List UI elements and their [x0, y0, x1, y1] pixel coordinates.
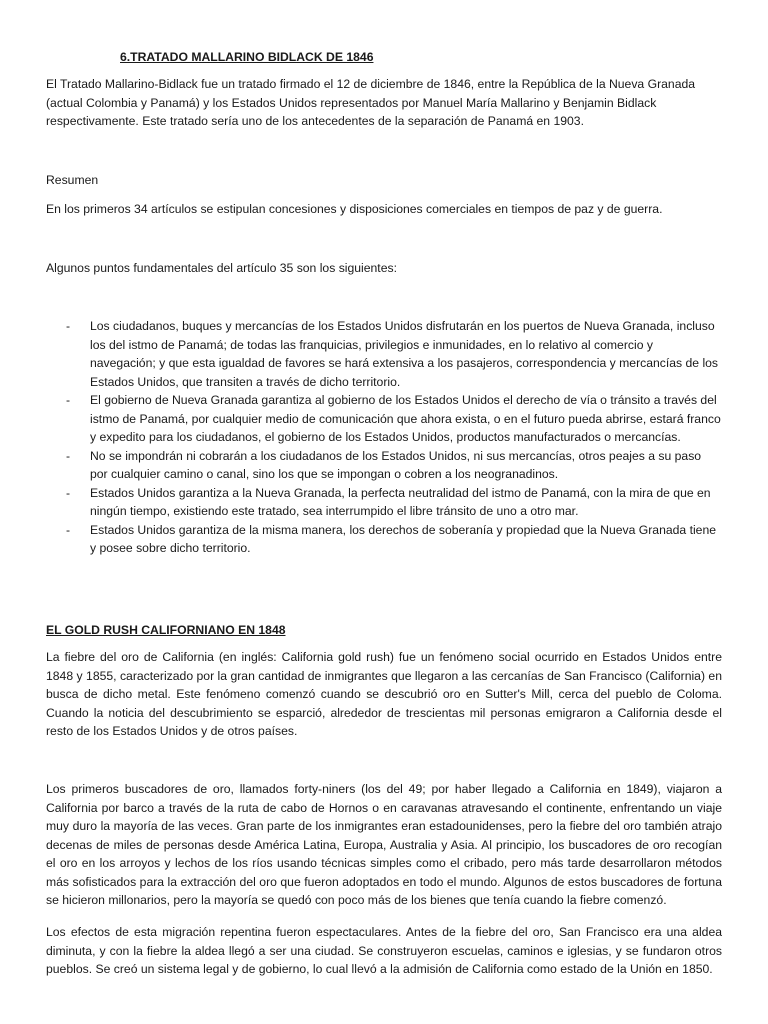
list-item-text: Estados Unidos garantiza a la Nueva Granada, la perfecta neutralidad del istmo de Panamá, con la mira de que en ningún tiempo, existiendo este tratado, sea interrumpido el libre tránsito de uno a otro mar.: [90, 485, 711, 518]
list-item-text: El gobierno de Nueva Granada garantiza al gobierno de los Estados Unidos el derecho de vía o tránsito a través del istmo de Panamá, por cualquier medio de comunicación que ahora exista, o en el futuro pueda abrirse, estará franco y expedito para los ciudadanos, el gobierno de los Estados Unidos, productos manufacturados o mercancías.: [90, 393, 721, 444]
gold-rush-paragraph-2: Los primeros buscadores de oro, llamados forty-niners (los del 49; por haber llegado a California en 1849), viajaron a California por barco a través de la ruta de cabo de Hornos o en caravanas atravesando el continente, enfrentando un viaje muy duro la mayoría de las veces. Gran parte de los inmigrantes eran estadounidenses, pero la fiebre del oro también atrajo decenas de miles de personas desde América Latina, Europa, Australia y Asia. Al principio, los buscadores de oro recogían el oro en los arroyos y lechos de los ríos usando técnicas simples como el cribado, pero más tarde desarrollaron métodos más sofisticados para la extracción del oro que fueron adoptados en todo el mundo. Algunos de estos buscadores de fortuna se hicieron millonarios, pero la mayoría se quedó con poco más de los bienes que tenía cuando la fiebre comenzó.: [46, 782, 722, 907]
article-35-points-list: [46, 317, 722, 558]
list-item: [46, 521, 722, 558]
list-item: [46, 391, 722, 447]
list-item-text: Los ciudadanos, buques y mercancías de los Estados Unidos disfrutarán en los puertos de Nueva Granada, incluso los del istmo de Panamá; de todas las franquicias, privilegios e inmunidades, en lo relativo al comercio y navegación; y que esta igualdad de favores se hará extensiva a los pasajeros, correspondencia y mercancías de los Estados Unidos, que transiten a través de dicho territorio.: [90, 319, 719, 389]
points-intro: Algunos puntos fundamentales del artículo 35 son los siguientes:: [46, 261, 397, 275]
gold-rush-paragraph-1: La fiebre del oro de California (en inglés: California gold rush) fue un fenómeno social ocurrido en Estados Unidos entre 1848 y 1855, caracterizado por la gran cantidad de inmigrantes que llegaron a las cercanías de San Francisco (California) en busca de dicho metal. Este fenómeno comenzó cuando se descubrió oro en Sutter's Mill, cerca del pueblo de Coloma. Cuando la noticia del descubrimiento se esparció, alrededor de trescientas mil personas emigraron a California desde el resto de los Estados Unidos y de otros países.: [46, 650, 722, 738]
list-item: [46, 447, 722, 484]
summary-label: Resumen: [46, 173, 99, 187]
gold-rush-paragraph-3: Los efectos de esta migración repentina fueron espectaculares. Antes de la fiebre del oro, San Francisco era una aldea diminuta, y con la fiebre la aldea llegó a ser una ciudad. Se construyeron escuelas, caminos e iglesias, y se fundaron otros pueblos. Se creó un sistema legal y de gobierno, lo cual llevó a la admisión de California como estado de la Unión en 1850.: [46, 925, 722, 976]
bullet-dash: -: [66, 448, 71, 463]
section-title-tratado: 6.TRATADO MALLARINO BIDLACK DE 1846: [120, 50, 374, 64]
section-title-gold-rush: EL GOLD RUSH CALIFORNIANO EN 1848: [46, 623, 286, 637]
summary-paragraph: En los primeros 34 artículos se estipulan concesiones y disposiciones comerciales en tiempos de paz y de guerra.: [46, 202, 663, 216]
bullet-dash: -: [66, 319, 71, 333]
list-item-text: No se impondrán ni cobrarán a los ciudadanos de los Estados Unidos, ni sus mercancías, otros peajes a su paso por cualquier camino o canal, sino los que se impongan o cobren a los neogranadinos.: [90, 448, 702, 481]
bullet-dash: -: [66, 485, 71, 500]
list-item: [46, 484, 722, 521]
intro-paragraph: El Tratado Mallarino-Bidlack fue un tratado firmado el 12 de diciembre de 1846, entre la República de la Nueva Granada (actual Colombia y Panamá) y los Estados Unidos representados por Manuel María Mallarino y Benjamin Bidlack respectivamente. Este tratado sería uno de los antecedentes de la separación de Panamá en 1903.: [46, 77, 696, 128]
bullet-dash: -: [66, 522, 71, 537]
list-item-text: Estados Unidos garantiza de la misma manera, los derechos de soberanía y propiedad que la Nueva Granada tiene y posee sobre dicho territorio.: [90, 522, 717, 555]
bullet-dash: -: [66, 393, 71, 407]
list-item: [46, 317, 722, 391]
